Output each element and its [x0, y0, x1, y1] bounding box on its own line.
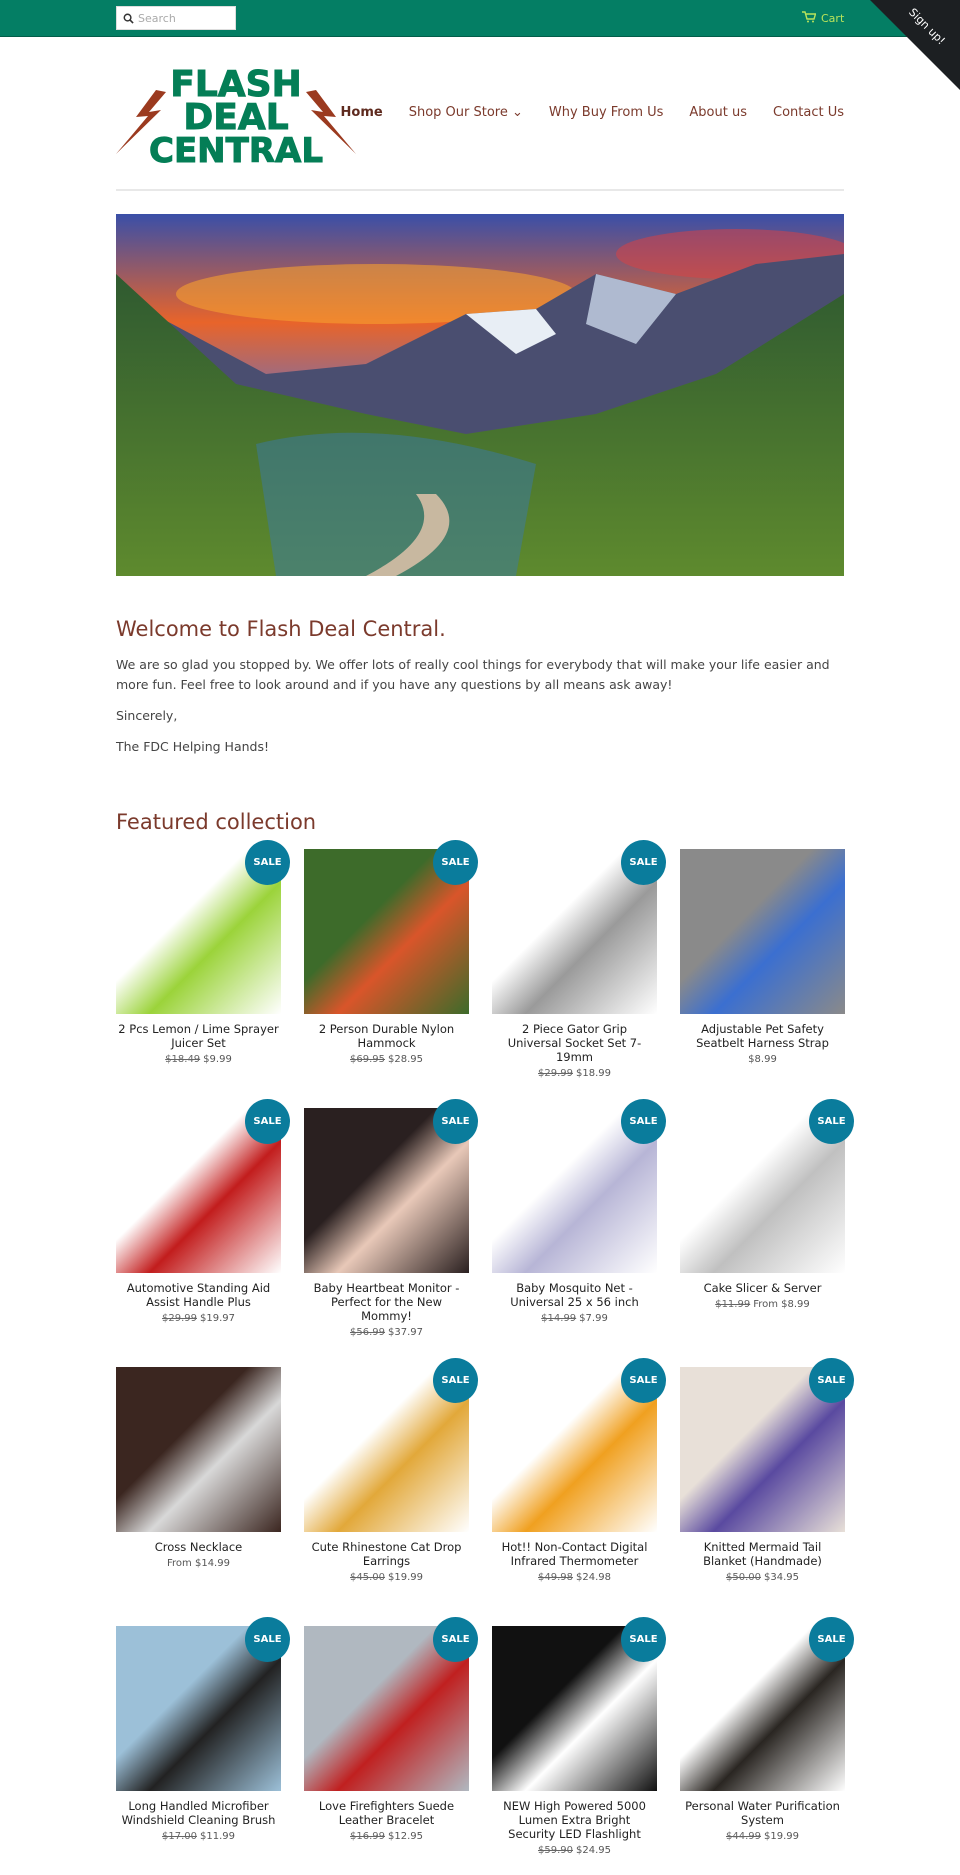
sale-badge: SALE: [809, 1099, 854, 1144]
original-price: $44.99: [726, 1831, 761, 1842]
sale-price: $37.97: [388, 1327, 423, 1338]
product-title[interactable]: 2 Piece Gator Grip Universal Socket Set 7-19mm: [507, 1022, 642, 1064]
sale-price: $19.99: [764, 1831, 799, 1842]
welcome-signature: The FDC Helping Hands!: [116, 739, 269, 754]
sale-badge: SALE: [433, 840, 478, 885]
product-card[interactable]: [304, 1108, 469, 1367]
sale-price: $12.95: [388, 1831, 423, 1842]
original-price: $14.99: [541, 1313, 577, 1324]
svg-text:CENTRAL: CENTRAL: [149, 131, 323, 167]
product-title[interactable]: Baby Mosquito Net - Universal 25 x 56 inch: [510, 1281, 639, 1309]
original-price: $16.99: [350, 1831, 385, 1842]
sale-price: $7.99: [579, 1313, 608, 1324]
original-price: $49.98: [538, 1572, 573, 1583]
product-title[interactable]: Personal Water Purification System: [685, 1799, 840, 1827]
product-card[interactable]: [304, 1626, 469, 1871]
svg-text:DEAL: DEAL: [183, 97, 289, 138]
product-card[interactable]: [116, 1626, 281, 1871]
product-title[interactable]: Adjustable Pet Safety Seatbelt Harness Strap: [696, 1022, 829, 1050]
product-card[interactable]: [492, 849, 657, 1108]
product-price: [304, 1572, 469, 1583]
product-card[interactable]: [116, 1108, 281, 1367]
sale-price: From $14.99: [167, 1558, 230, 1569]
product-title[interactable]: Cute Rhinestone Cat Drop Earrings: [311, 1540, 462, 1568]
product-price: [492, 1572, 657, 1583]
product-price: [116, 1831, 281, 1842]
product-image[interactable]: [680, 849, 845, 1014]
product-price: [116, 1558, 281, 1569]
nav-why-buy-from-us[interactable]: Why Buy From Us: [548, 105, 664, 120]
header-divider: [116, 189, 844, 191]
sale-price: $8.99: [748, 1054, 777, 1065]
product-title[interactable]: Knitted Mermaid Tail Blanket (Handmade): [703, 1540, 822, 1568]
product-card[interactable]: [680, 849, 845, 1108]
hero-image: [116, 214, 844, 576]
welcome-closing: Sincerely,: [116, 708, 178, 723]
nav-contact-us[interactable]: Contact Us: [773, 105, 844, 120]
sale-badge: SALE: [433, 1617, 478, 1662]
sale-badge: SALE: [809, 1358, 854, 1403]
sale-badge: SALE: [621, 1099, 666, 1144]
sale-price: $9.99: [203, 1054, 232, 1065]
product-price: [492, 1845, 657, 1856]
sale-price: $19.97: [200, 1313, 235, 1324]
original-price: $17.00: [162, 1831, 197, 1842]
product-price: [492, 1313, 657, 1324]
sale-badge: SALE: [621, 1358, 666, 1403]
product-card[interactable]: [680, 1626, 845, 1871]
search-icon: [123, 9, 134, 28]
sale-badge: SALE: [621, 1617, 666, 1662]
product-card[interactable]: [492, 1367, 657, 1626]
nav-home[interactable]: Home: [340, 105, 383, 120]
original-price: $59.90: [538, 1845, 573, 1856]
product-price: [304, 1831, 469, 1842]
product-title[interactable]: 2 Person Durable Nylon Hammock: [318, 1022, 455, 1050]
product-price: [680, 1572, 845, 1583]
product-card[interactable]: [304, 849, 469, 1108]
product-title[interactable]: Love Firefighters Suede Leather Bracelet: [318, 1799, 455, 1827]
product-title[interactable]: NEW High Powered 5000 Lumen Extra Bright Security LED Flashlight: [503, 1799, 646, 1841]
product-price: [116, 1054, 281, 1065]
product-image[interactable]: [116, 1367, 281, 1532]
product-card[interactable]: [492, 1108, 657, 1367]
product-price: [680, 1299, 845, 1310]
product-card[interactable]: [680, 1367, 845, 1626]
original-price: $45.00: [350, 1572, 385, 1583]
sale-badge: SALE: [245, 1617, 290, 1662]
sale-badge: SALE: [245, 840, 290, 885]
sale-price: $28.95: [388, 1054, 423, 1065]
product-title[interactable]: Long Handled Microfiber Windshield Cleaning Brush: [121, 1799, 276, 1827]
welcome-body: We are so glad you stopped by. We offer lots of really cool things for everybody that will make your life easier and more fun. Feel free to look around and if you have any questions by all means ask away!: [116, 657, 830, 692]
nav-about-us[interactable]: About us: [689, 105, 747, 120]
original-price: $29.99: [538, 1068, 573, 1079]
sale-price: $34.95: [764, 1572, 799, 1583]
product-title[interactable]: Baby Heartbeat Monitor - Perfect for the New Mommy!: [313, 1281, 460, 1323]
product-price: [304, 1327, 469, 1338]
cart-label: Cart: [821, 12, 845, 25]
logo[interactable]: [116, 62, 356, 167]
product-card[interactable]: [116, 1367, 281, 1626]
featured-heading: Featured collection: [116, 810, 317, 834]
product-price: [304, 1054, 469, 1065]
svg-text:FLASH: FLASH: [170, 64, 302, 105]
original-price: $29.99: [162, 1313, 197, 1324]
signup-label: Sign up!: [906, 5, 948, 48]
nav-shop-our-store[interactable]: Shop Our Store ⌄: [408, 105, 523, 120]
original-price: $11.99: [715, 1299, 751, 1310]
product-price: [680, 1054, 845, 1065]
signup-ribbon[interactable]: [870, 0, 960, 90]
main-nav: [341, 105, 844, 120]
product-title[interactable]: 2 Pcs Lemon / Lime Sprayer Juicer Set: [118, 1022, 279, 1050]
product-title[interactable]: Cake Slicer & Server: [703, 1281, 822, 1295]
sale-price: From $8.99: [753, 1299, 810, 1310]
product-price: [116, 1313, 281, 1324]
sale-badge: SALE: [433, 1358, 478, 1403]
sale-badge: SALE: [433, 1099, 478, 1144]
sale-price: $18.99: [576, 1068, 611, 1079]
sale-price: $11.99: [200, 1831, 235, 1842]
product-card[interactable]: [116, 849, 281, 1108]
sale-badge: SALE: [245, 1099, 290, 1144]
product-title[interactable]: Hot!! Non-Contact Digital Infrared Thermometer: [501, 1540, 648, 1568]
product-title[interactable]: Cross Necklace: [154, 1540, 243, 1554]
original-price: $56.99: [350, 1327, 385, 1338]
welcome-section: [116, 617, 844, 768]
welcome-heading: Welcome to Flash Deal Central.: [116, 617, 446, 641]
cart-link[interactable]: [802, 11, 844, 26]
sale-price: $24.95: [576, 1845, 611, 1856]
sale-badge: SALE: [621, 840, 666, 885]
product-price: [492, 1068, 657, 1079]
sale-price: $19.99: [388, 1572, 423, 1583]
product-card[interactable]: [680, 1108, 845, 1367]
search-input[interactable]: [138, 12, 228, 25]
product-grid: [116, 849, 848, 1871]
product-card[interactable]: [492, 1626, 657, 1871]
product-card[interactable]: [304, 1367, 469, 1626]
sale-price: $24.98: [576, 1572, 611, 1583]
search-box[interactable]: [116, 6, 236, 30]
top-bar: [0, 0, 960, 37]
original-price: $18.49: [165, 1054, 201, 1065]
sale-badge: SALE: [809, 1617, 854, 1662]
cart-icon: [802, 11, 816, 26]
product-price: [680, 1831, 845, 1842]
original-price: $50.00: [726, 1572, 761, 1583]
product-title[interactable]: Automotive Standing Aid Assist Handle Plus: [126, 1281, 271, 1309]
original-price: $69.95: [350, 1054, 385, 1065]
